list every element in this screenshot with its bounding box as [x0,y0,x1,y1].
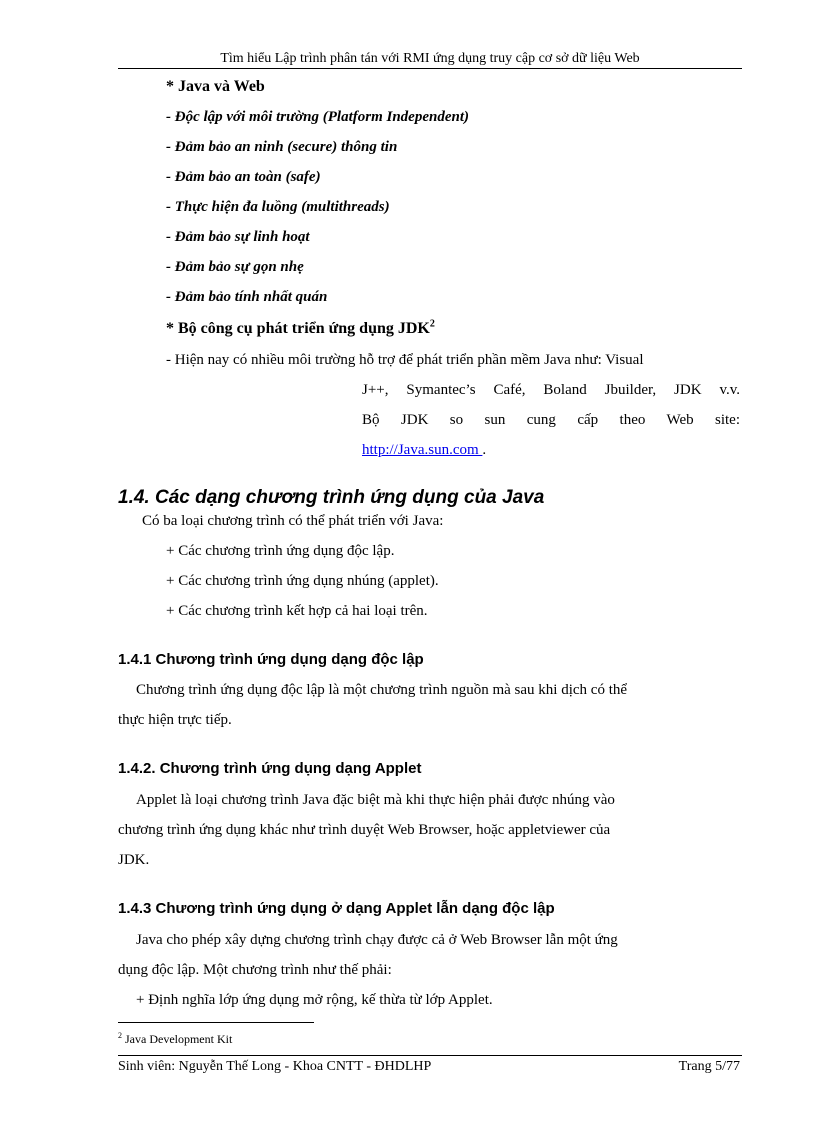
java-web-item: - Thực hiện đa luồng (multithreads) [166,199,390,215]
footer-author: Sinh viên: Nguyễn Thế Long - Khoa CNTT - ĐHDLHP [118,1059,432,1074]
section-1-4-2-heading: 1.4.2. Chương trình ứng dụng dạng Applet [118,760,422,777]
java-web-item: - Đảm bảo an toàn (safe) [166,169,321,185]
header-divider [118,68,742,69]
java-web-item: - Đảm bảo an ninh (secure) thông tin [166,139,398,155]
section-1-4-3-line: + Định nghĩa lớp ứng dụng mở rộng, kế thừa từ lớp Applet. [136,992,493,1008]
footnote-ref[interactable]: 2 [429,318,435,330]
section-1-4-3-heading: 1.4.3 Chương trình ứng dụng ở dạng Applet lẫn dạng độc lập [118,900,555,917]
page-number: Trang 5/77 [678,1059,740,1074]
footnote-divider [118,1022,314,1023]
java-web-item: - Độc lập với môi trường (Platform Independent) [166,109,469,125]
footer-divider [118,1055,742,1056]
section-1-4-item: + Các chương trình ứng dụng độc lập. [166,543,395,559]
section-1-4-item: + Các chương trình kết hợp cả hai loại trên. [166,603,428,619]
section-1-4-2-line: JDK. [118,852,150,868]
jdk-line: Bộ JDK so sun cung cấp theo Web site: [362,412,740,428]
section-1-4-3-line: dụng độc lập. Một chương trình như thế phải: [118,962,392,978]
jdk-heading [166,320,435,338]
java-web-item: - Đảm bảo tính nhất quán [166,289,328,305]
section-1-4-1-line: thực hiện trực tiếp. [118,712,232,728]
link-period: . [482,442,487,458]
java-web-item: - Đảm bảo sự gọn nhẹ [166,259,304,275]
page-header: Tìm hiểu Lập trình phân tán với RMI ứng dụng truy cập cơ sở dữ liệu Web [220,51,640,66]
java-sun-link[interactable]: http://Java.sun.com [362,442,483,458]
section-1-4-1-heading: 1.4.1 Chương trình ứng dụng dạng độc lập [118,651,424,668]
java-web-heading: * Java và Web [166,78,265,95]
section-1-4-2-line: chương trình ứng dụng khác như trình duyệt Web Browser, hoặc appletviewer của [118,822,611,838]
section-1-4-2-line: Applet là loại chương trình Java đặc biệt mà khi thực hiện phải được nhúng vào [136,792,615,808]
jdk-link-line [362,442,486,459]
footnote-number: 2 [118,1031,122,1040]
footnote-text: Java Development Kit [122,1032,233,1046]
footnote [118,1031,232,1047]
jdk-line: J++, Symantec’s Café, Boland Jbuilder, JDK v.v. [362,382,740,398]
jdk-heading-text: * Bộ công cụ phát triển ứng dụng JDK [166,320,430,337]
java-web-item: - Đảm bảo sự linh hoạt [166,229,310,245]
section-1-4-3-line: Java cho phép xây dựng chương trình chạy được cả ở Web Browser lẫn một ứng [136,932,618,948]
jdk-line: - Hiện nay có nhiều môi trường hỗ trợ để phát triển phần mềm Java như: Visual [166,352,644,368]
section-1-4-heading: 1.4. Các dạng chương trình ứng dụng của Java [118,487,545,508]
section-1-4-item: + Các chương trình ứng dụng nhúng (applet). [166,573,439,589]
section-1-4-intro: Có ba loại chương trình có thể phát triển với Java: [142,513,444,529]
section-1-4-1-line: Chương trình ứng dụng độc lập là một chương trình nguồn mà sau khi dịch có thể [136,682,628,698]
